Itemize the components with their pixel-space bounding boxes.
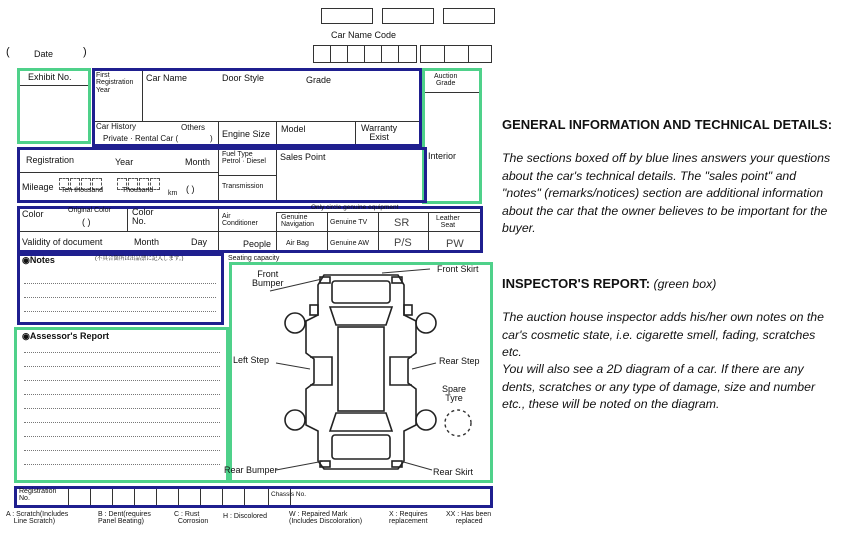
color-no-label: Color No.: [132, 207, 154, 227]
rear-skirt-label: Rear Skirt: [433, 467, 474, 477]
car-name-label: Car Name: [146, 73, 188, 83]
registration-label: Registration: [26, 155, 75, 165]
registration-year-label: Year: [115, 157, 134, 167]
stamp-box-2: [382, 8, 434, 24]
model-label: Model: [281, 124, 306, 134]
ps-label: P/S: [394, 237, 412, 249]
others-label: Others: [181, 123, 206, 132]
mileage-paren: ( ): [186, 184, 195, 194]
legend-c: C : Rust Corrosion: [174, 511, 209, 526]
heading-inspector-sub: (green box): [653, 277, 717, 291]
sales-point-label: Sales Point: [280, 152, 326, 162]
km-label: km: [168, 190, 178, 197]
interior-label: Interior: [428, 151, 457, 161]
rear-bumper-label: Rear Bumper: [224, 465, 278, 475]
legend-a: A : Scratch(Includes Line Scratch): [6, 511, 69, 526]
heading-general: GENERAL INFORMATION AND TECHNICAL DETAILS:: [502, 117, 833, 132]
leather-seat-label: Leather Seat: [436, 215, 460, 230]
sr-label: SR: [394, 217, 410, 229]
genuine-aw-label: Genuine AW: [330, 240, 370, 247]
car-history-label: Car History: [96, 122, 137, 131]
pw-label: PW: [446, 238, 464, 250]
genuine-tv-label: Genuine TV: [330, 219, 368, 226]
date-open: (: [6, 46, 10, 58]
fuel-type-label: Fuel Type Petrol · Diesel: [222, 151, 266, 166]
para-general: The sections boxed off by blue lines answers your questions about the car's technical details. The "sales point" and "notes" (remarks/notices) section are additional information about the car that the owner believes to be important for the buyer.: [502, 151, 831, 235]
notes-jp-label: (不具合箇所は出品票に記入します。): [95, 256, 184, 262]
spare-tyre-label: Spare Tyre: [442, 384, 467, 404]
auction-grade-box: [422, 68, 482, 204]
assessors-report-label: ◉Assessor's Report: [22, 331, 110, 341]
assessors-report-box: [14, 327, 229, 483]
first-registration-label: First Registration Year: [96, 72, 134, 94]
stamp-box-3: [443, 8, 495, 24]
legend-h: H : Discolored: [223, 513, 267, 520]
para-inspector-2: You will also see a 2D diagram of a car. If there are any dents, scratches or any type of damage, size and number etc., these will be noted on the diagram.: [502, 362, 816, 411]
thousand-label: Thousand: [122, 187, 154, 194]
genuine-equipment-label: Only circle genuine equipment: [311, 204, 399, 211]
air-bag-label: Air Bag: [286, 240, 309, 247]
rear-step-label: Rear Step: [439, 356, 480, 366]
door-style-label: Door Style: [222, 73, 265, 83]
notes-label: ◉Notes: [22, 255, 55, 265]
para-inspector-1: The auction house inspector adds his/her own notes on the car's cosmetic state, i.e. cigarette smell, fading, scratches etc.: [502, 310, 824, 359]
exhibit-no-label: Exhibit No.: [28, 72, 72, 82]
chassis-no-label: Chassis No.: [271, 491, 307, 498]
transmission-label: Transmission: [222, 183, 264, 190]
people-label: People: [243, 239, 272, 249]
color-paren: ( ): [82, 217, 91, 227]
car-name-code-label: Car Name Code: [331, 30, 397, 40]
legend-w: W : Repaired Mark (Includes Discoloration): [289, 511, 363, 526]
legend-x: X : Requires replacement: [389, 511, 428, 526]
heading-inspector-title: INSPECTOR'S REPORT:: [502, 276, 651, 291]
car-name-code-cells-2: [420, 45, 492, 63]
private-rental-label: Private · Rental Car (: [103, 134, 179, 143]
car-name-code-cells: [313, 45, 417, 63]
legend-xx: XX : Has been replaced: [446, 511, 492, 526]
car-diagram: [232, 265, 490, 480]
grade-label: Grade: [306, 75, 332, 85]
validity-label: Validity of document: [22, 237, 103, 247]
stamp-box-1: [321, 8, 373, 24]
private-rental-close: ): [210, 134, 213, 143]
left-step-label: Left Step: [233, 355, 270, 365]
air-conditioner-label: Air Conditioner: [222, 213, 258, 228]
registration-no-label: Registration No.: [19, 488, 57, 503]
validity-day-label: Day: [191, 237, 208, 247]
seating-capacity-label: Seating capacity: [228, 255, 280, 262]
original-color-label: Original Color: [68, 207, 111, 214]
heading-inspector: [502, 275, 716, 294]
front-bumper-label: Front Bumper: [252, 269, 284, 289]
color-label: Color: [22, 209, 44, 219]
legend-b: B : Dent(requires Panel Beating): [98, 511, 151, 526]
date-close: ): [83, 46, 87, 58]
engine-size-label: Engine Size: [222, 129, 271, 139]
registration-chassis-box: [14, 486, 493, 508]
ten-thousand-label: Ten thousand: [61, 187, 104, 194]
warranty-label: Warranty Exist: [361, 123, 398, 143]
mileage-label: Mileage: [22, 182, 54, 192]
date-label: Date: [34, 49, 54, 59]
validity-month-label: Month: [134, 237, 160, 247]
front-skirt-label: Front Skirt: [437, 264, 479, 274]
registration-month-label: Month: [185, 157, 211, 167]
genuine-navigation-label: Genuine Navigation: [281, 214, 315, 229]
auction-grade-label: Auction Grade: [434, 73, 458, 88]
